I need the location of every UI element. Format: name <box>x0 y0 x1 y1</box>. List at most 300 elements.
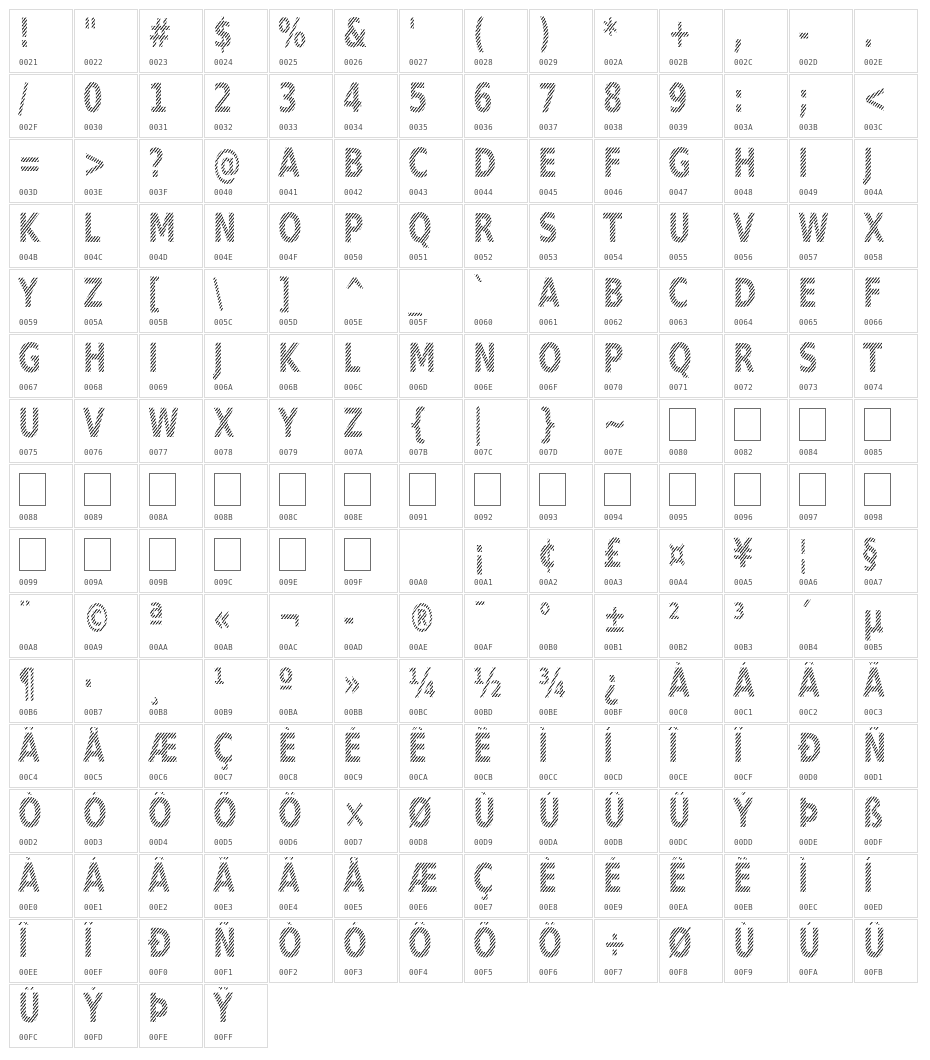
glyph-sample: Î <box>668 727 699 771</box>
glyph-cell <box>399 594 463 658</box>
glyph-sample: É <box>343 727 374 771</box>
codepoint-label: 00BA <box>279 708 298 717</box>
glyph-sample: ½ <box>473 662 504 706</box>
glyph-cell <box>269 399 333 463</box>
glyph-sample: . <box>863 12 894 56</box>
glyph-cell <box>74 529 138 593</box>
codepoint-label: 00C4 <box>19 773 38 782</box>
glyph-cell <box>789 399 853 463</box>
glyph-sample: Å <box>343 857 374 901</box>
codepoint-label: 00E5 <box>344 903 363 912</box>
glyph-sample: L <box>343 337 374 381</box>
glyph-cell <box>529 204 593 268</box>
codepoint-label: 00F6 <box>539 968 558 977</box>
codepoint-label: 00B3 <box>734 643 753 652</box>
glyph-cell <box>334 919 398 983</box>
codepoint-label: 00E6 <box>409 903 428 912</box>
codepoint-label: 00A2 <box>539 578 558 587</box>
glyph-cell <box>269 659 333 723</box>
glyph-cell <box>724 269 788 333</box>
missing-glyph-box <box>734 473 761 506</box>
glyph-cell <box>399 9 463 73</box>
codepoint-label: 00E1 <box>84 903 103 912</box>
glyph-sample: Ò <box>278 922 309 966</box>
glyph-cell <box>854 9 918 73</box>
glyph-sample: * <box>603 12 634 56</box>
glyph-sample: ¦ <box>798 532 829 576</box>
glyph-sample: ~ <box>603 402 634 446</box>
glyph-cell <box>399 659 463 723</box>
glyph-cell <box>9 789 73 853</box>
glyph-sample: Õ <box>213 792 244 836</box>
codepoint-label: 004F <box>279 253 298 262</box>
glyph-cell <box>529 139 593 203</box>
glyph-sample: Á <box>83 857 114 901</box>
glyph-sample: Q <box>668 337 699 381</box>
glyph-sample: $ <box>213 12 244 56</box>
glyph-sample: B <box>343 142 374 186</box>
glyph-sample: Ó <box>83 792 114 836</box>
glyph-sample: Ï <box>733 727 764 771</box>
glyph-cell <box>659 139 723 203</box>
glyph-cell <box>399 529 463 593</box>
glyph-cell <box>74 984 138 1048</box>
codepoint-label: 00BF <box>604 708 623 717</box>
codepoint-label: 00CE <box>669 773 688 782</box>
glyph-cell <box>9 854 73 918</box>
codepoint-label: 004D <box>149 253 168 262</box>
glyph-sample: K <box>278 337 309 381</box>
glyph-cell <box>334 854 398 918</box>
glyph-sample: 5 <box>408 77 439 121</box>
glyph-sample: L <box>83 207 114 251</box>
glyph-cell <box>529 724 593 788</box>
codepoint-label: 006B <box>279 383 298 392</box>
codepoint-label: 00FC <box>19 1033 38 1042</box>
glyph-sample: Þ <box>148 987 179 1031</box>
codepoint-label: 00F9 <box>734 968 753 977</box>
codepoint-label: 00D9 <box>474 838 493 847</box>
glyph-sample: Ä <box>278 857 309 901</box>
codepoint-label: 005B <box>149 318 168 327</box>
codepoint-label: 0088 <box>19 513 38 522</box>
glyph-sample: Á <box>733 662 764 706</box>
codepoint-label: 00E0 <box>19 903 38 912</box>
codepoint-label: 006C <box>344 383 363 392</box>
codepoint-label: 0079 <box>279 448 298 457</box>
codepoint-label: 00C5 <box>84 773 103 782</box>
glyph-sample: ] <box>278 272 309 316</box>
glyph-cell <box>9 464 73 528</box>
glyph-sample: U <box>668 207 699 251</box>
glyph-cell <box>204 74 268 138</box>
glyph-cell <box>334 204 398 268</box>
codepoint-label: 00CF <box>734 773 753 782</box>
missing-glyph-box <box>19 473 46 506</box>
glyph-cell <box>9 269 73 333</box>
codepoint-label: 00CC <box>539 773 558 782</box>
codepoint-label: 002D <box>799 58 818 67</box>
codepoint-label: 0068 <box>84 383 103 392</box>
codepoint-label: 00D3 <box>84 838 103 847</box>
glyph-sample: Ø <box>408 792 439 836</box>
glyph-sample: ¶ <box>18 662 49 706</box>
codepoint-label: 00DE <box>799 838 818 847</box>
codepoint-label: 0064 <box>734 318 753 327</box>
glyph-cell <box>204 594 268 658</box>
glyph-sample: > <box>83 142 114 186</box>
glyph-sample: Ñ <box>863 727 894 771</box>
codepoint-label: 00B4 <box>799 643 818 652</box>
glyph-cell <box>594 594 658 658</box>
codepoint-label: 004A <box>864 188 883 197</box>
codepoint-label: 0052 <box>474 253 493 262</box>
codepoint-label: 00C2 <box>799 708 818 717</box>
glyph-sample: G <box>668 142 699 186</box>
codepoint-label: 00F1 <box>214 968 233 977</box>
codepoint-label: 007C <box>474 448 493 457</box>
glyph-sample: Ó <box>343 922 374 966</box>
glyph-sample: ¾ <box>538 662 569 706</box>
glyph-sample: ± <box>603 597 634 641</box>
glyph-sample: ¯ <box>473 597 504 641</box>
codepoint-label: 007D <box>539 448 558 457</box>
glyph-sample: A <box>538 272 569 316</box>
codepoint-label: 0066 <box>864 318 883 327</box>
codepoint-label: 00BE <box>539 708 558 717</box>
codepoint-label: 006D <box>409 383 428 392</box>
glyph-cell <box>464 334 528 398</box>
glyph-cell <box>529 854 593 918</box>
codepoint-label: 00FB <box>864 968 883 977</box>
glyph-cell <box>724 529 788 593</box>
codepoint-label: 00ED <box>864 903 883 912</box>
glyph-sample: N <box>213 207 244 251</box>
glyph-cell <box>854 919 918 983</box>
glyph-cell <box>464 139 528 203</box>
codepoint-label: 00A1 <box>474 578 493 587</box>
glyph-sample: A <box>278 142 309 186</box>
glyph-cell <box>659 9 723 73</box>
glyph-cell <box>334 464 398 528</box>
codepoint-label: 00CA <box>409 773 428 782</box>
glyph-cell <box>399 724 463 788</box>
glyph-sample: R <box>733 337 764 381</box>
glyph-cell <box>74 724 138 788</box>
codepoint-label: 0095 <box>669 513 688 522</box>
codepoint-label: 005D <box>279 318 298 327</box>
glyph-cell <box>854 204 918 268</box>
glyph-cell <box>659 789 723 853</box>
glyph-cell <box>334 529 398 593</box>
glyph-sample: E <box>798 272 829 316</box>
glyph-cell <box>139 919 203 983</box>
glyph-cell <box>854 74 918 138</box>
codepoint-label: 003C <box>864 123 883 132</box>
glyph-sample: U <box>18 402 49 446</box>
glyph-sample: À <box>668 662 699 706</box>
codepoint-label: 00DB <box>604 838 623 847</box>
glyph-sample: » <box>343 662 374 706</box>
codepoint-label: 00A6 <box>799 578 818 587</box>
glyph-sample: J <box>213 337 244 381</box>
glyph-sample: ¥ <box>733 532 764 576</box>
codepoint-label: 0099 <box>19 578 38 587</box>
codepoint-label: 0028 <box>474 58 493 67</box>
glyph-cell <box>9 74 73 138</box>
codepoint-label: 00E9 <box>604 903 623 912</box>
glyph-cell <box>204 269 268 333</box>
glyph-sample: } <box>538 402 569 446</box>
glyph-cell <box>269 464 333 528</box>
glyph-cell <box>594 789 658 853</box>
glyph-cell <box>399 399 463 463</box>
codepoint-label: 00C1 <box>734 708 753 717</box>
codepoint-label: 005F <box>409 318 428 327</box>
glyph-sample: C <box>408 142 439 186</box>
glyph-cell <box>724 789 788 853</box>
codepoint-label: 0091 <box>409 513 428 522</box>
glyph-cell <box>789 919 853 983</box>
glyph-sample: Ë <box>733 857 764 901</box>
glyph-sample: ; <box>798 77 829 121</box>
missing-glyph-box <box>344 538 371 571</box>
codepoint-label: 0080 <box>669 448 688 457</box>
glyph-sample: Ì <box>798 857 829 901</box>
glyph-cell <box>724 139 788 203</box>
glyph-cell <box>74 399 138 463</box>
glyph-cell <box>789 139 853 203</box>
glyph-sample: Ã <box>863 662 894 706</box>
glyph-cell <box>399 464 463 528</box>
glyph-sample: ¸ <box>148 662 179 706</box>
glyph-sample: Ò <box>18 792 49 836</box>
glyph-sample: 4 <box>343 77 374 121</box>
codepoint-label: 0045 <box>539 188 558 197</box>
codepoint-label: 0047 <box>669 188 688 197</box>
codepoint-label: 0078 <box>214 448 233 457</box>
glyph-cell <box>529 9 593 73</box>
glyph-cell <box>9 139 73 203</box>
glyph-cell <box>9 334 73 398</box>
codepoint-label: 009C <box>214 578 233 587</box>
glyph-cell <box>659 269 723 333</box>
codepoint-label: 009F <box>344 578 363 587</box>
glyph-cell <box>789 854 853 918</box>
codepoint-label: 00F5 <box>474 968 493 977</box>
codepoint-label: 00AC <box>279 643 298 652</box>
codepoint-label: 00C6 <box>149 773 168 782</box>
glyph-sample: Ë <box>473 727 504 771</box>
missing-glyph-box <box>149 538 176 571</box>
glyph-sample: Y <box>278 402 309 446</box>
glyph-cell <box>204 334 268 398</box>
codepoint-label: 0050 <box>344 253 363 262</box>
codepoint-label: 0058 <box>864 253 883 262</box>
glyph-cell <box>269 594 333 658</box>
codepoint-label: 0053 <box>539 253 558 262</box>
codepoint-label: 0042 <box>344 188 363 197</box>
glyph-cell <box>269 789 333 853</box>
glyph-sample: W <box>148 401 179 447</box>
glyph-sample: ¬ <box>278 597 309 641</box>
codepoint-label: 0094 <box>604 513 623 522</box>
glyph-cell <box>594 919 658 983</box>
codepoint-label: 00D8 <box>409 838 428 847</box>
codepoint-label: 00C9 <box>344 773 363 782</box>
glyph-cell <box>269 919 333 983</box>
glyph-cell <box>854 659 918 723</box>
glyph-sample: Ï <box>83 922 114 966</box>
glyph-cell <box>659 659 723 723</box>
codepoint-label: 0049 <box>799 188 818 197</box>
glyph-sample: ) <box>538 12 569 56</box>
codepoint-label: 0022 <box>84 58 103 67</box>
codepoint-label: 0059 <box>19 318 38 327</box>
codepoint-label: 00CB <box>474 773 493 782</box>
glyph-sample: < <box>863 77 894 121</box>
codepoint-label: 00FE <box>149 1033 168 1042</box>
glyph-cell <box>854 789 918 853</box>
missing-glyph-box <box>279 538 306 571</box>
codepoint-label: 00E4 <box>279 903 298 912</box>
codepoint-label: 00FA <box>799 968 818 977</box>
glyph-sample: Ö <box>278 792 309 836</box>
glyph-cell <box>74 9 138 73</box>
codepoint-label: 0039 <box>669 123 688 132</box>
glyph-cell <box>9 9 73 73</box>
glyph-cell <box>464 659 528 723</box>
glyph-cell <box>529 74 593 138</box>
glyph-cell <box>9 659 73 723</box>
glyph-cell <box>9 984 73 1048</box>
codepoint-label: 004C <box>84 253 103 262</box>
glyph-sample: B <box>603 272 634 316</box>
glyph-cell <box>139 594 203 658</box>
glyph-cell <box>139 74 203 138</box>
glyph-cell <box>334 399 398 463</box>
glyph-sample: D <box>733 272 764 316</box>
codepoint-label: 0057 <box>799 253 818 262</box>
glyph-cell <box>594 334 658 398</box>
codepoint-label: 0076 <box>84 448 103 457</box>
glyph-sample: Æ <box>148 726 179 772</box>
glyph-sample: D <box>473 142 504 186</box>
codepoint-label: 0025 <box>279 58 298 67</box>
codepoint-label: 00A5 <box>734 578 753 587</box>
codepoint-label: 00F7 <box>604 968 623 977</box>
codepoint-label: 00D2 <box>19 838 38 847</box>
missing-glyph-box <box>214 473 241 506</box>
glyph-cell <box>204 659 268 723</box>
glyph-cell <box>854 594 918 658</box>
glyph-sample: Â <box>148 857 179 901</box>
codepoint-label: 00EF <box>84 968 103 977</box>
codepoint-label: 00FF <box>214 1033 233 1042</box>
glyph-sample: : <box>733 77 764 121</box>
codepoint-label: 0031 <box>149 123 168 132</box>
glyph-sample: ß <box>863 792 894 836</box>
glyph-cell <box>269 724 333 788</box>
glyph-sample: = <box>18 142 49 186</box>
glyph-sample: Z <box>83 272 114 316</box>
glyph-sample: Ð <box>148 922 179 966</box>
codepoint-label: 0037 <box>539 123 558 132</box>
glyph-sample: É <box>603 857 634 901</box>
glyph-sample: N <box>473 337 504 381</box>
glyph-cell <box>789 9 853 73</box>
codepoint-label: 0093 <box>539 513 558 522</box>
glyph-cell <box>139 529 203 593</box>
glyph-cell <box>204 139 268 203</box>
glyph-cell <box>204 204 268 268</box>
glyph-sample: & <box>343 12 374 56</box>
glyph-sample: P <box>343 207 374 251</box>
glyph-sample: " <box>83 12 114 56</box>
glyph-sample: Ê <box>668 857 699 901</box>
glyph-sample: E <box>538 142 569 186</box>
glyph-sample: G <box>18 337 49 381</box>
glyph-cell <box>854 269 918 333</box>
glyph-sample: - <box>798 12 829 56</box>
codepoint-label: 00A8 <box>19 643 38 652</box>
glyph-cell <box>724 464 788 528</box>
codepoint-label: 00BB <box>344 708 363 717</box>
codepoint-label: 00F2 <box>279 968 298 977</box>
glyph-cell <box>399 919 463 983</box>
glyph-cell <box>204 984 268 1048</box>
glyph-cell <box>399 854 463 918</box>
glyph-sample: Û <box>603 792 634 836</box>
missing-glyph-box <box>84 473 111 506</box>
glyph-sample <box>408 532 439 576</box>
glyph-cell <box>789 724 853 788</box>
codepoint-label: 0033 <box>279 123 298 132</box>
glyph-cell <box>789 74 853 138</box>
codepoint-label: 00A4 <box>669 578 688 587</box>
glyph-cell <box>594 9 658 73</box>
codepoint-label: 00D1 <box>864 773 883 782</box>
glyph-cell <box>789 659 853 723</box>
glyph-cell <box>269 529 333 593</box>
codepoint-label: 0089 <box>84 513 103 522</box>
missing-glyph-box <box>604 473 631 506</box>
glyph-sample: Z <box>343 402 374 446</box>
codepoint-label: 0021 <box>19 58 38 67</box>
glyph-sample: Â <box>798 662 829 706</box>
glyph-cell <box>9 594 73 658</box>
glyph-sample: Ç <box>213 727 244 771</box>
glyph-cell <box>854 529 918 593</box>
glyph-sample: Î <box>18 922 49 966</box>
codepoint-label: 00D6 <box>279 838 298 847</box>
codepoint-label: 00B5 <box>864 643 883 652</box>
codepoint-label: 00EB <box>734 903 753 912</box>
glyph-sample: _ <box>408 272 439 316</box>
missing-glyph-box <box>84 538 111 571</box>
glyph-sample: ¢ <box>538 532 569 576</box>
glyph-cell <box>139 399 203 463</box>
glyph-cell <box>334 74 398 138</box>
glyph-cell <box>854 399 918 463</box>
glyph-sample: 1 <box>148 77 179 121</box>
glyph-sample: X <box>213 402 244 446</box>
codepoint-label: 008E <box>344 513 363 522</box>
codepoint-label: 00E8 <box>539 903 558 912</box>
glyph-sample: 3 <box>278 77 309 121</box>
missing-glyph-box <box>734 408 761 441</box>
glyph-cell <box>529 529 593 593</box>
